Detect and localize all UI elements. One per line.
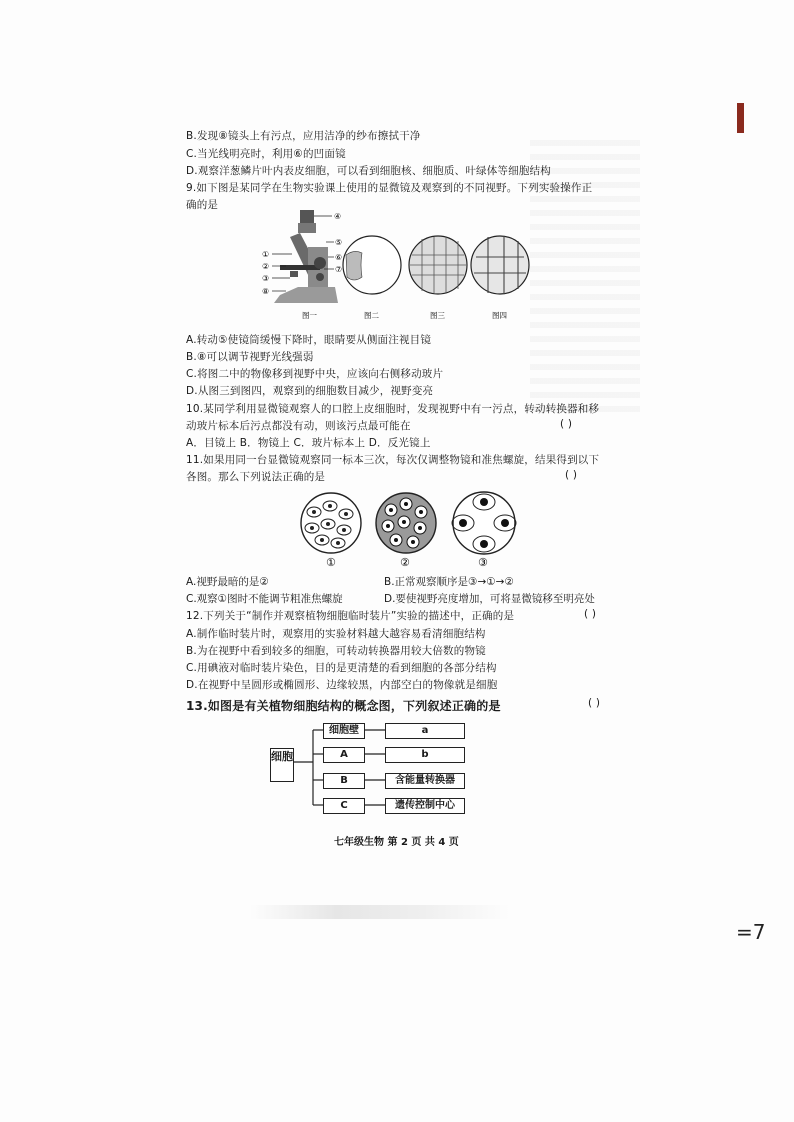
concept-genetic-control: 遗传控制中心	[385, 798, 465, 814]
q8-option-b: B.发现⑧镜头上有污点，应用洁净的纱布擦拭干净	[186, 130, 421, 142]
concept-root-cell	[270, 748, 294, 782]
caption-view-2: ②	[400, 556, 410, 568]
q11-option-b: B.正常观察顺序是③→①→②	[384, 576, 514, 588]
page-edge-mark	[737, 103, 744, 133]
view-1	[301, 493, 361, 553]
q11-stem-1: 11.如果用同一台显微镜观察同一标本三次，每次仅调整物镜和准焦螺旋，结果得到以下	[186, 454, 600, 466]
label-6: ⑥	[335, 253, 343, 262]
microscope-illustration	[272, 210, 338, 303]
q13-stem: 13.如图是有关植物细胞结构的概念图，下列叙述正确的是	[186, 699, 501, 713]
caption-fig3: 图三	[430, 311, 445, 320]
concept-function-a: a	[385, 723, 465, 739]
q11-option-a: A.视野最暗的是②	[186, 576, 269, 588]
corner-mark: =7	[736, 920, 766, 944]
caption-view-3: ③	[478, 556, 488, 568]
q11-option-d: D.要使视野亮度增加，可将显微镜移至明亮处	[384, 593, 595, 605]
label-8: ⑧	[262, 287, 270, 296]
q12-answer-paren: ( )	[584, 608, 597, 620]
label-5: ⑤	[335, 238, 343, 247]
q8-option-d: D.观察洋葱鳞片叶内表皮细胞，可以看到细胞核、细胞质、叶绿体等细胞结构	[186, 165, 551, 177]
concept-box-c: C	[323, 798, 365, 814]
q12-stem: 12.下列关于“制作并观察植物细胞临时装片”实验的描述中，正确的是	[186, 610, 515, 622]
q12-option-b: B.为在视野中看到较多的细胞，可转动转换器用较大倍数的物镜	[186, 645, 486, 657]
q12-option-c: C.用碘液对临时装片染色，目的是更清楚的看到细胞的各部分结构	[186, 662, 497, 674]
q10-answer-paren: ( )	[560, 418, 573, 430]
q9-stem-2: 确的是	[186, 199, 219, 211]
q12-option-d: D.在视野中呈圆形或椭圆形、边缘较黑，内部空白的物像就是细胞	[186, 679, 498, 691]
concept-root-label: 细胞	[271, 750, 293, 763]
q10-stem-1: 10.某同学利用显微镜观察人的口腔上皮细胞时，发现视野中有一污点，转动转换器和移	[186, 403, 600, 415]
page-footer: 七年级生物 第 2 页 共 4 页	[334, 837, 459, 848]
q9-option-a: A.转动⑤使镜筒缓慢下降时，眼睛要从侧面注视目镜	[186, 334, 432, 346]
q11-option-c: C.观察①图时不能调节粗准焦螺旋	[186, 593, 343, 605]
label-7: ⑦	[335, 265, 343, 274]
caption-fig1: 图一	[302, 311, 317, 320]
q12-option-a: A.制作临时装片时，观察用的实验材料越大越容易看清细胞结构	[186, 628, 486, 640]
q11-figure	[296, 490, 526, 568]
field-of-view-4	[471, 236, 529, 294]
label-3: ③	[262, 274, 270, 283]
view-3	[452, 492, 516, 554]
concept-box-a: A	[323, 747, 365, 763]
view-2	[376, 493, 436, 553]
field-of-view-3	[409, 236, 467, 294]
concept-cell-wall: 细胞壁	[323, 723, 365, 739]
q9-figure	[250, 205, 540, 325]
concept-box-b: B	[323, 773, 365, 789]
q8-option-c: C.当光线明亮时，利用⑥的凹面镜	[186, 148, 346, 160]
q9-option-c: C.将图二中的物像移到视野中央，应该向右侧移动玻片	[186, 368, 444, 380]
label-1: ①	[262, 250, 270, 259]
q9-option-b: B.⑧可以调节视野光线强弱	[186, 351, 314, 363]
q10-stem-2: 动玻片标本后污点都没有动，则该污点最可能在	[186, 420, 411, 432]
label-4: ④	[334, 212, 342, 221]
caption-fig4: 图四	[492, 311, 507, 320]
concept-energy-converter: 含能量转换器	[385, 773, 465, 789]
scan-smudge	[250, 905, 510, 919]
q11-answer-paren: ( )	[565, 469, 578, 481]
label-2: ②	[262, 262, 270, 271]
caption-view-1: ①	[326, 556, 336, 568]
caption-fig2: 图二	[364, 311, 379, 320]
field-of-view-2	[343, 236, 401, 294]
q9-stem-1: 9.如下图是某同学在生物实验课上使用的显微镜及观察到的不同视野。下列实验操作正	[186, 182, 593, 194]
q13-answer-paren: ( )	[588, 697, 601, 709]
concept-function-b: b	[385, 747, 465, 763]
q11-stem-2: 各图。那么下列说法正确的是	[186, 471, 326, 483]
q9-option-d: D.从图三到图四，观察到的细胞数目减少，视野变亮	[186, 385, 434, 397]
q10-options: A．目镜上 B．物镜上 C．玻片标本上 D．反光镜上	[186, 437, 431, 449]
